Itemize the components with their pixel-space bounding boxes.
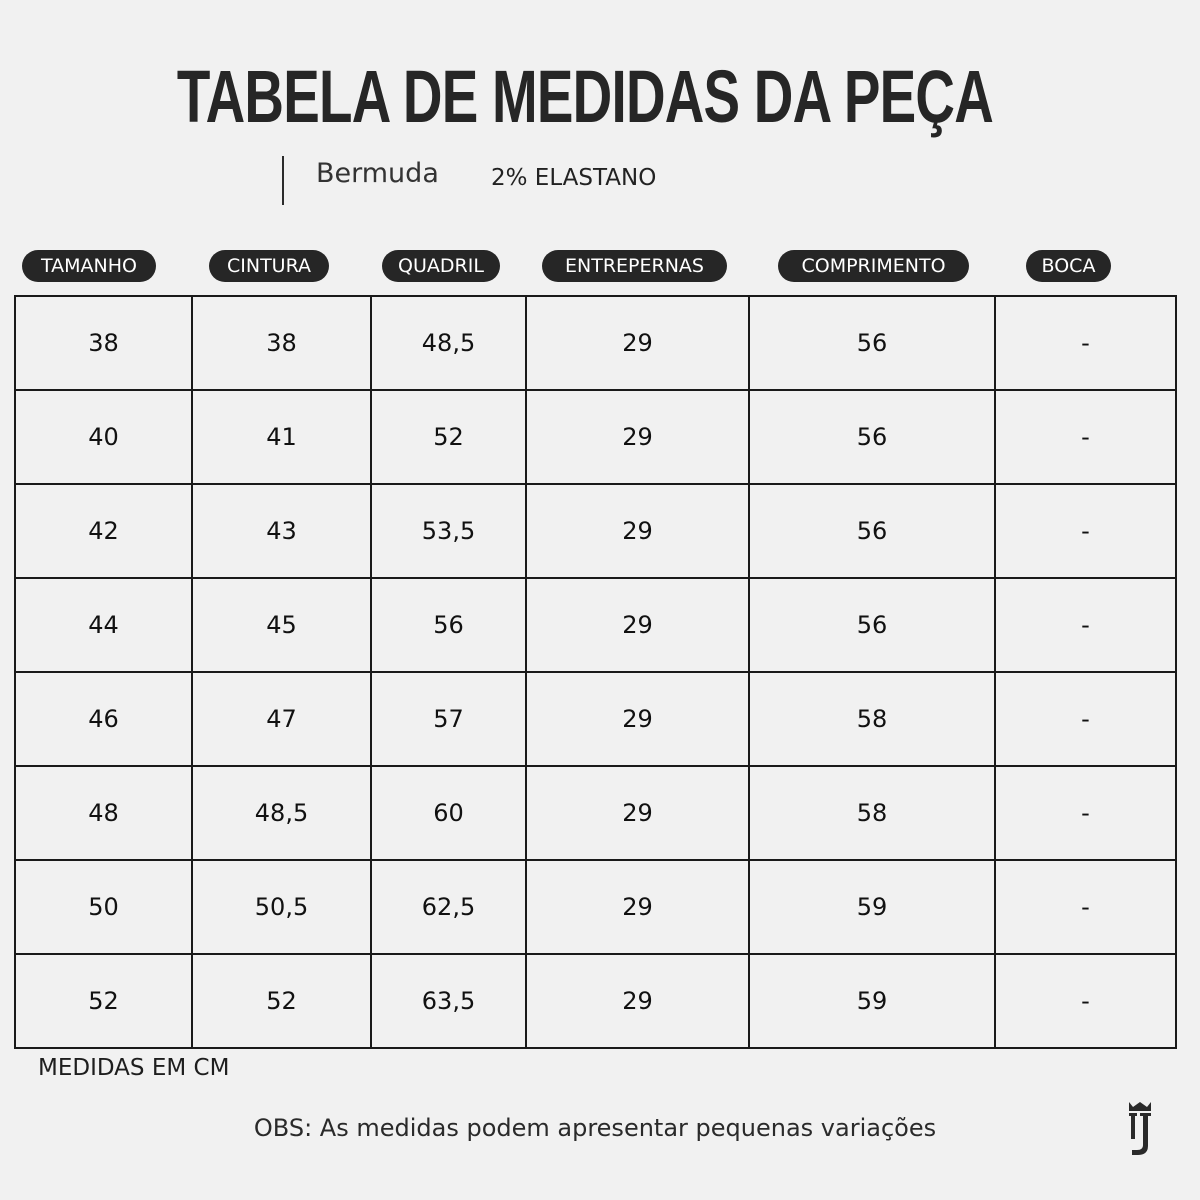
header-boca: BOCA (1026, 250, 1111, 282)
table-cell: 60 (371, 766, 526, 860)
table-cell: 52 (192, 954, 371, 1048)
table-cell: - (995, 672, 1176, 766)
table-cell: 59 (749, 860, 995, 954)
table-cell: 57 (371, 672, 526, 766)
table-cell: 48 (15, 766, 192, 860)
table-row (15, 672, 1176, 766)
table-cell: 59 (749, 954, 995, 1048)
variation-note: OBS: As medidas podem apresentar pequenas variações (253, 1114, 937, 1142)
table-cell: 29 (526, 860, 749, 954)
table-row (15, 390, 1176, 484)
table-cell: 45 (192, 578, 371, 672)
table-row (15, 860, 1176, 954)
table-cell: 29 (526, 672, 749, 766)
table-row (15, 296, 1176, 390)
table-cell: 29 (526, 296, 749, 390)
table-cell: 56 (749, 296, 995, 390)
table-cell: 29 (526, 484, 749, 578)
table-cell: 46 (15, 672, 192, 766)
table-cell: - (995, 484, 1176, 578)
table-cell: 58 (749, 766, 995, 860)
table-cell: 50,5 (192, 860, 371, 954)
column-headers (0, 250, 1200, 282)
header-quadril: QUADRIL (382, 250, 500, 282)
header-entrepernas: ENTREPERNAS (542, 250, 727, 282)
table-cell: 29 (526, 390, 749, 484)
table-cell: 38 (192, 296, 371, 390)
table-cell: 58 (749, 672, 995, 766)
table-row (15, 954, 1176, 1048)
table-cell: 48,5 (371, 296, 526, 390)
table-cell: 38 (15, 296, 192, 390)
table-cell: 53,5 (371, 484, 526, 578)
table-row (15, 578, 1176, 672)
table-cell: - (995, 954, 1176, 1048)
page-title: TABELA DE MEDIDAS DA PEÇA (176, 55, 994, 138)
table-cell: 29 (526, 578, 749, 672)
table-cell: - (995, 390, 1176, 484)
table-cell: 52 (15, 954, 192, 1048)
crowned-j-logo-icon (1122, 1100, 1158, 1158)
table-cell: 50 (15, 860, 192, 954)
table-row (15, 766, 1176, 860)
table-cell: 40 (15, 390, 192, 484)
table-cell: 62,5 (371, 860, 526, 954)
table-cell: 56 (371, 578, 526, 672)
units-note: MEDIDAS EM CM (38, 1055, 230, 1081)
header-tamanho: TAMANHO (22, 250, 156, 282)
table-cell: 56 (749, 484, 995, 578)
table-cell: - (995, 296, 1176, 390)
header-comprimento: COMPRIMENTO (778, 250, 969, 282)
table-cell: 52 (371, 390, 526, 484)
table-cell: 43 (192, 484, 371, 578)
measurements-table (14, 295, 1177, 1049)
subtitle-divider (282, 156, 284, 205)
product-name: Bermuda (316, 158, 439, 189)
table-cell: 63,5 (371, 954, 526, 1048)
table-cell: - (995, 860, 1176, 954)
table-cell: 48,5 (192, 766, 371, 860)
table-cell: 47 (192, 672, 371, 766)
table-cell: 42 (15, 484, 192, 578)
header-cintura: CINTURA (209, 250, 329, 282)
table-row (15, 484, 1176, 578)
table-cell: 41 (192, 390, 371, 484)
table-cell: 44 (15, 578, 192, 672)
table-cell: - (995, 578, 1176, 672)
table-cell: 29 (526, 766, 749, 860)
table-cell: 56 (749, 578, 995, 672)
table-cell: 56 (749, 390, 995, 484)
table-cell: 29 (526, 954, 749, 1048)
fabric-composition: 2% ELASTANO (491, 165, 657, 191)
table-cell: - (995, 766, 1176, 860)
